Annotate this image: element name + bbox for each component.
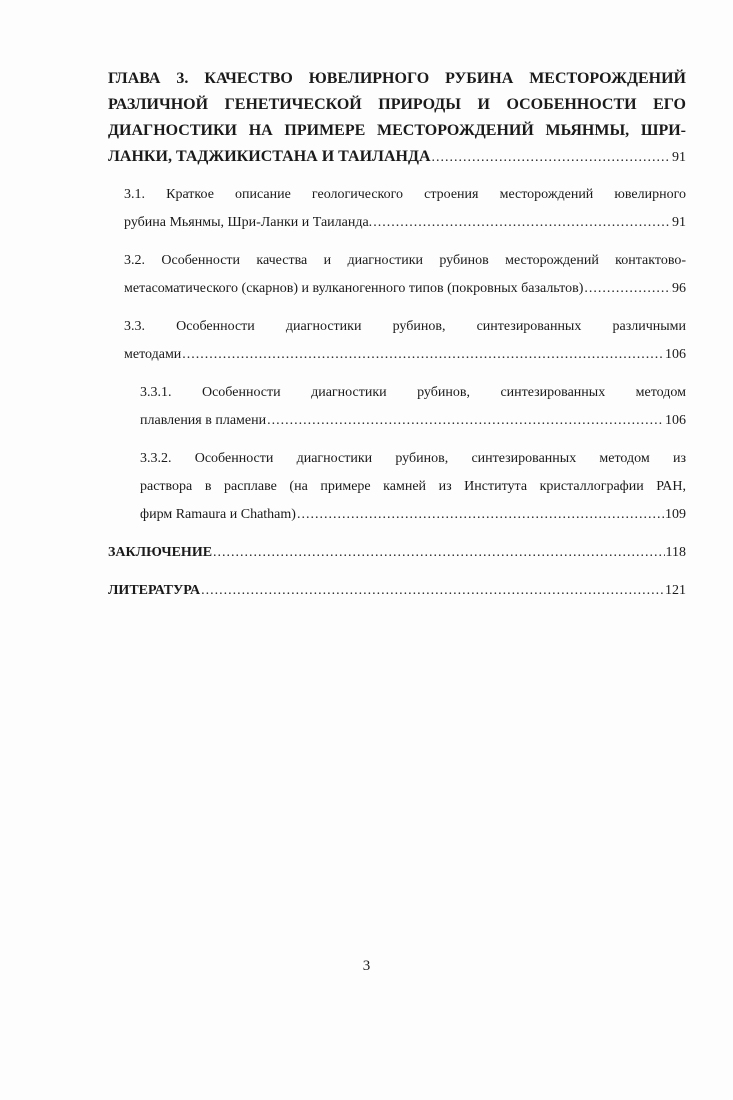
toc-leader-line: [124, 275, 686, 303]
entry-text-line: плавления в пламени: [140, 413, 267, 428]
toc-leader-line: [108, 577, 686, 605]
entry-text-line: метасоматического (скарнов) и вулканогенного типов (покровных базальтов): [124, 281, 584, 296]
page-ref: 106: [665, 347, 686, 362]
entry-text-line: 3.3.1. Особенности диагностики рубинов, синтезированных методом: [140, 385, 686, 400]
dot-leader: [201, 577, 664, 605]
toc-chapter-3: [108, 66, 686, 171]
toc-leader-line: [124, 209, 686, 237]
page-ref: 106: [665, 413, 686, 428]
dot-leader: [432, 145, 671, 171]
toc-entry-3-3: [108, 313, 686, 369]
toc-entry-3-3-2: [108, 445, 686, 529]
entry-text-line: раствора в расплаве (на примере камней из Института кристаллографии РАН,: [140, 479, 686, 494]
entry-text-line: 3.2. Особенности качества и диагностики рубинов месторождений контактово-: [124, 253, 686, 268]
toc-entry-3-2: [108, 247, 686, 303]
page-number: 3: [362, 958, 371, 974]
literature-label: ЛИТЕРАТУРА: [108, 583, 201, 598]
conclusion-label: ЗАКЛЮЧЕНИЕ: [108, 545, 213, 560]
page-ref: 121: [665, 583, 686, 598]
page-ref: 109: [665, 507, 686, 522]
table-of-contents: [108, 66, 686, 605]
dot-leader: [373, 209, 671, 237]
toc-leader-line: [140, 407, 686, 435]
entry-text-line: 3.1. Краткое описание геологического строения месторождений ювелирного: [124, 187, 686, 202]
page-ref: 96: [672, 281, 686, 296]
page-ref: 118: [665, 545, 686, 560]
entry-text-line: фирм Ramaura и Chatham): [140, 507, 296, 522]
dot-leader: [213, 539, 664, 567]
page-ref: 91: [672, 150, 686, 165]
toc-leader-line: [108, 144, 686, 171]
toc-entry-conclusion: [108, 539, 686, 567]
toc-entry-literature: [108, 577, 686, 605]
entry-text-line: рубина Мьянмы, Шри-Ланки и Таиланда.: [124, 215, 373, 230]
toc-leader-line: [124, 341, 686, 369]
toc-entry-3-3-1: [108, 379, 686, 435]
chapter-title-line: ГЛАВА 3. КАЧЕСТВО ЮВЕЛИРНОГО РУБИНА МЕСТОРОЖДЕНИЙ: [108, 70, 686, 87]
entry-text-line: 3.3. Особенности диагностики рубинов, синтезированных различными: [124, 319, 686, 334]
chapter-title-line: ДИАГНОСТИКИ НА ПРИМЕРЕ МЕСТОРОЖДЕНИЙ МЬЯНМЫ, ШРИ-: [108, 122, 686, 139]
entry-text-line: 3.3.2. Особенности диагностики рубинов, синтезированных методом из: [140, 451, 686, 466]
entry-text-line: методами: [124, 347, 182, 362]
dot-leader: [584, 275, 671, 303]
dot-leader: [297, 501, 664, 529]
toc-entry-3-1: [108, 181, 686, 237]
toc-leader-line: [108, 539, 686, 567]
toc-leader-line: [140, 501, 686, 529]
dot-leader: [267, 407, 664, 435]
chapter-title-line: РАЗЛИЧНОЙ ГЕНЕТИЧЕСКОЙ ПРИРОДЫ И ОСОБЕННОСТИ ЕГО: [108, 96, 686, 113]
page-ref: 91: [672, 215, 686, 230]
dot-leader: [182, 341, 664, 369]
chapter-title-line: ЛАНКИ, ТАДЖИКИСТАНА И ТАИЛАНДА: [108, 148, 431, 165]
